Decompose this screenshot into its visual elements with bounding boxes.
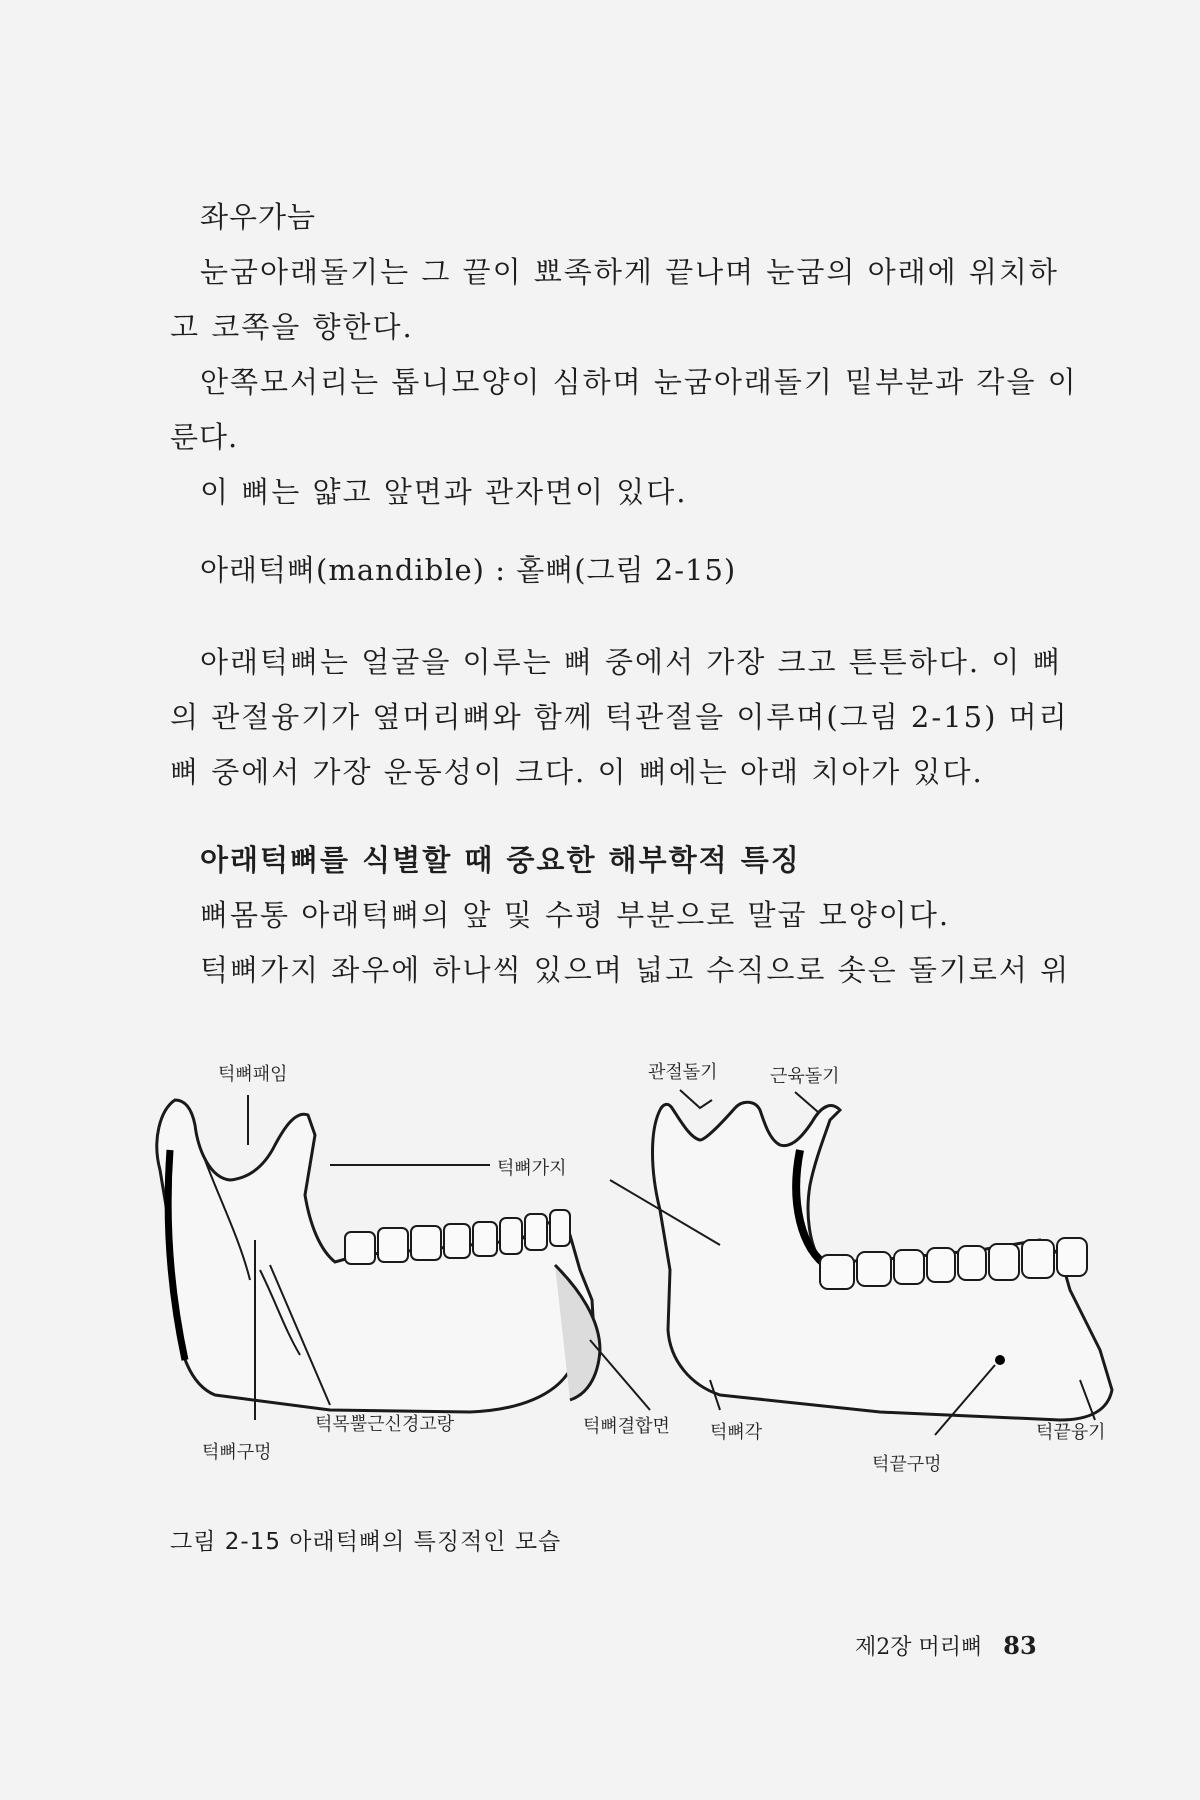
label-coronoid-process: 근육돌기 [770,1066,840,1087]
body-line: 안쪽모서리는 톱니모양이 심하며 눈굼아래돌기 밑부분과 각을 이 [200,365,1078,399]
page-number: 83 [1003,1631,1037,1660]
page-footer [855,1630,1037,1661]
body-line: 고 코쪽을 향한다. [170,310,414,344]
body-line: 눈굼아래돌기는 그 끝이 뾰족하게 끝나며 눈굼의 아래에 위치하 [200,255,1059,289]
paragraph-heading-jwauganeum: 좌우가늠 [200,200,317,234]
mental-foramen-dot [995,1355,1005,1365]
body-line: 아래턱뼈는 얼굴을 이루는 뼈 중에서 가장 크고 튼튼하다. 이 뼈 [200,645,1063,679]
label-angle: 턱뼈각 [710,1422,763,1443]
body-line: 뼈몸통 아래턱뼈의 앞 및 수평 부분으로 말굽 모양이다. [200,898,951,932]
label-mental-protuberance: 턱끝융기 [1036,1422,1106,1443]
section-title: 아래턱뼈(mandible) : 홑뼈(그림 2-15) [200,553,737,587]
body-line: 룬다. [170,420,239,454]
body-line: 이 뼈는 얇고 앞면과 관자면이 있다. [200,475,688,509]
label-mylohyoid-groove: 턱목뿔근신경고랑 [315,1414,455,1435]
label-condylar-process: 관절돌기 [648,1062,718,1083]
label-symphysis: 턱뼈결합면 [583,1416,670,1437]
chapter-title: 제2장 머리뼈 [855,1635,983,1660]
body-line: 턱뼈가지 좌우에 하나씩 있으며 넓고 수직으로 솟은 돌기로서 위 [200,953,1071,987]
label-mental-hole: 턱끝구멍 [872,1454,942,1475]
label-mental-foramen: 턱뼈구멍 [202,1442,272,1463]
features-heading: 아래턱뼈를 식별할 때 중요한 해부학적 특징 [200,843,801,877]
label-mandibular-notch: 턱뼈패임 [218,1064,288,1085]
body-line: 의 관절융기가 옆머리뼈와 함께 턱관절을 이루며(그림 2-15) 머리 [170,700,1069,734]
body-line: 뼈 중에서 가장 운동성이 크다. 이 뼈에는 아래 치아가 있다. [170,755,984,789]
figure-caption: 그림 2-15 아래턱뼈의 특징적인 모습 [170,1529,562,1555]
label-ramus: 턱뼈가지 [497,1158,567,1179]
